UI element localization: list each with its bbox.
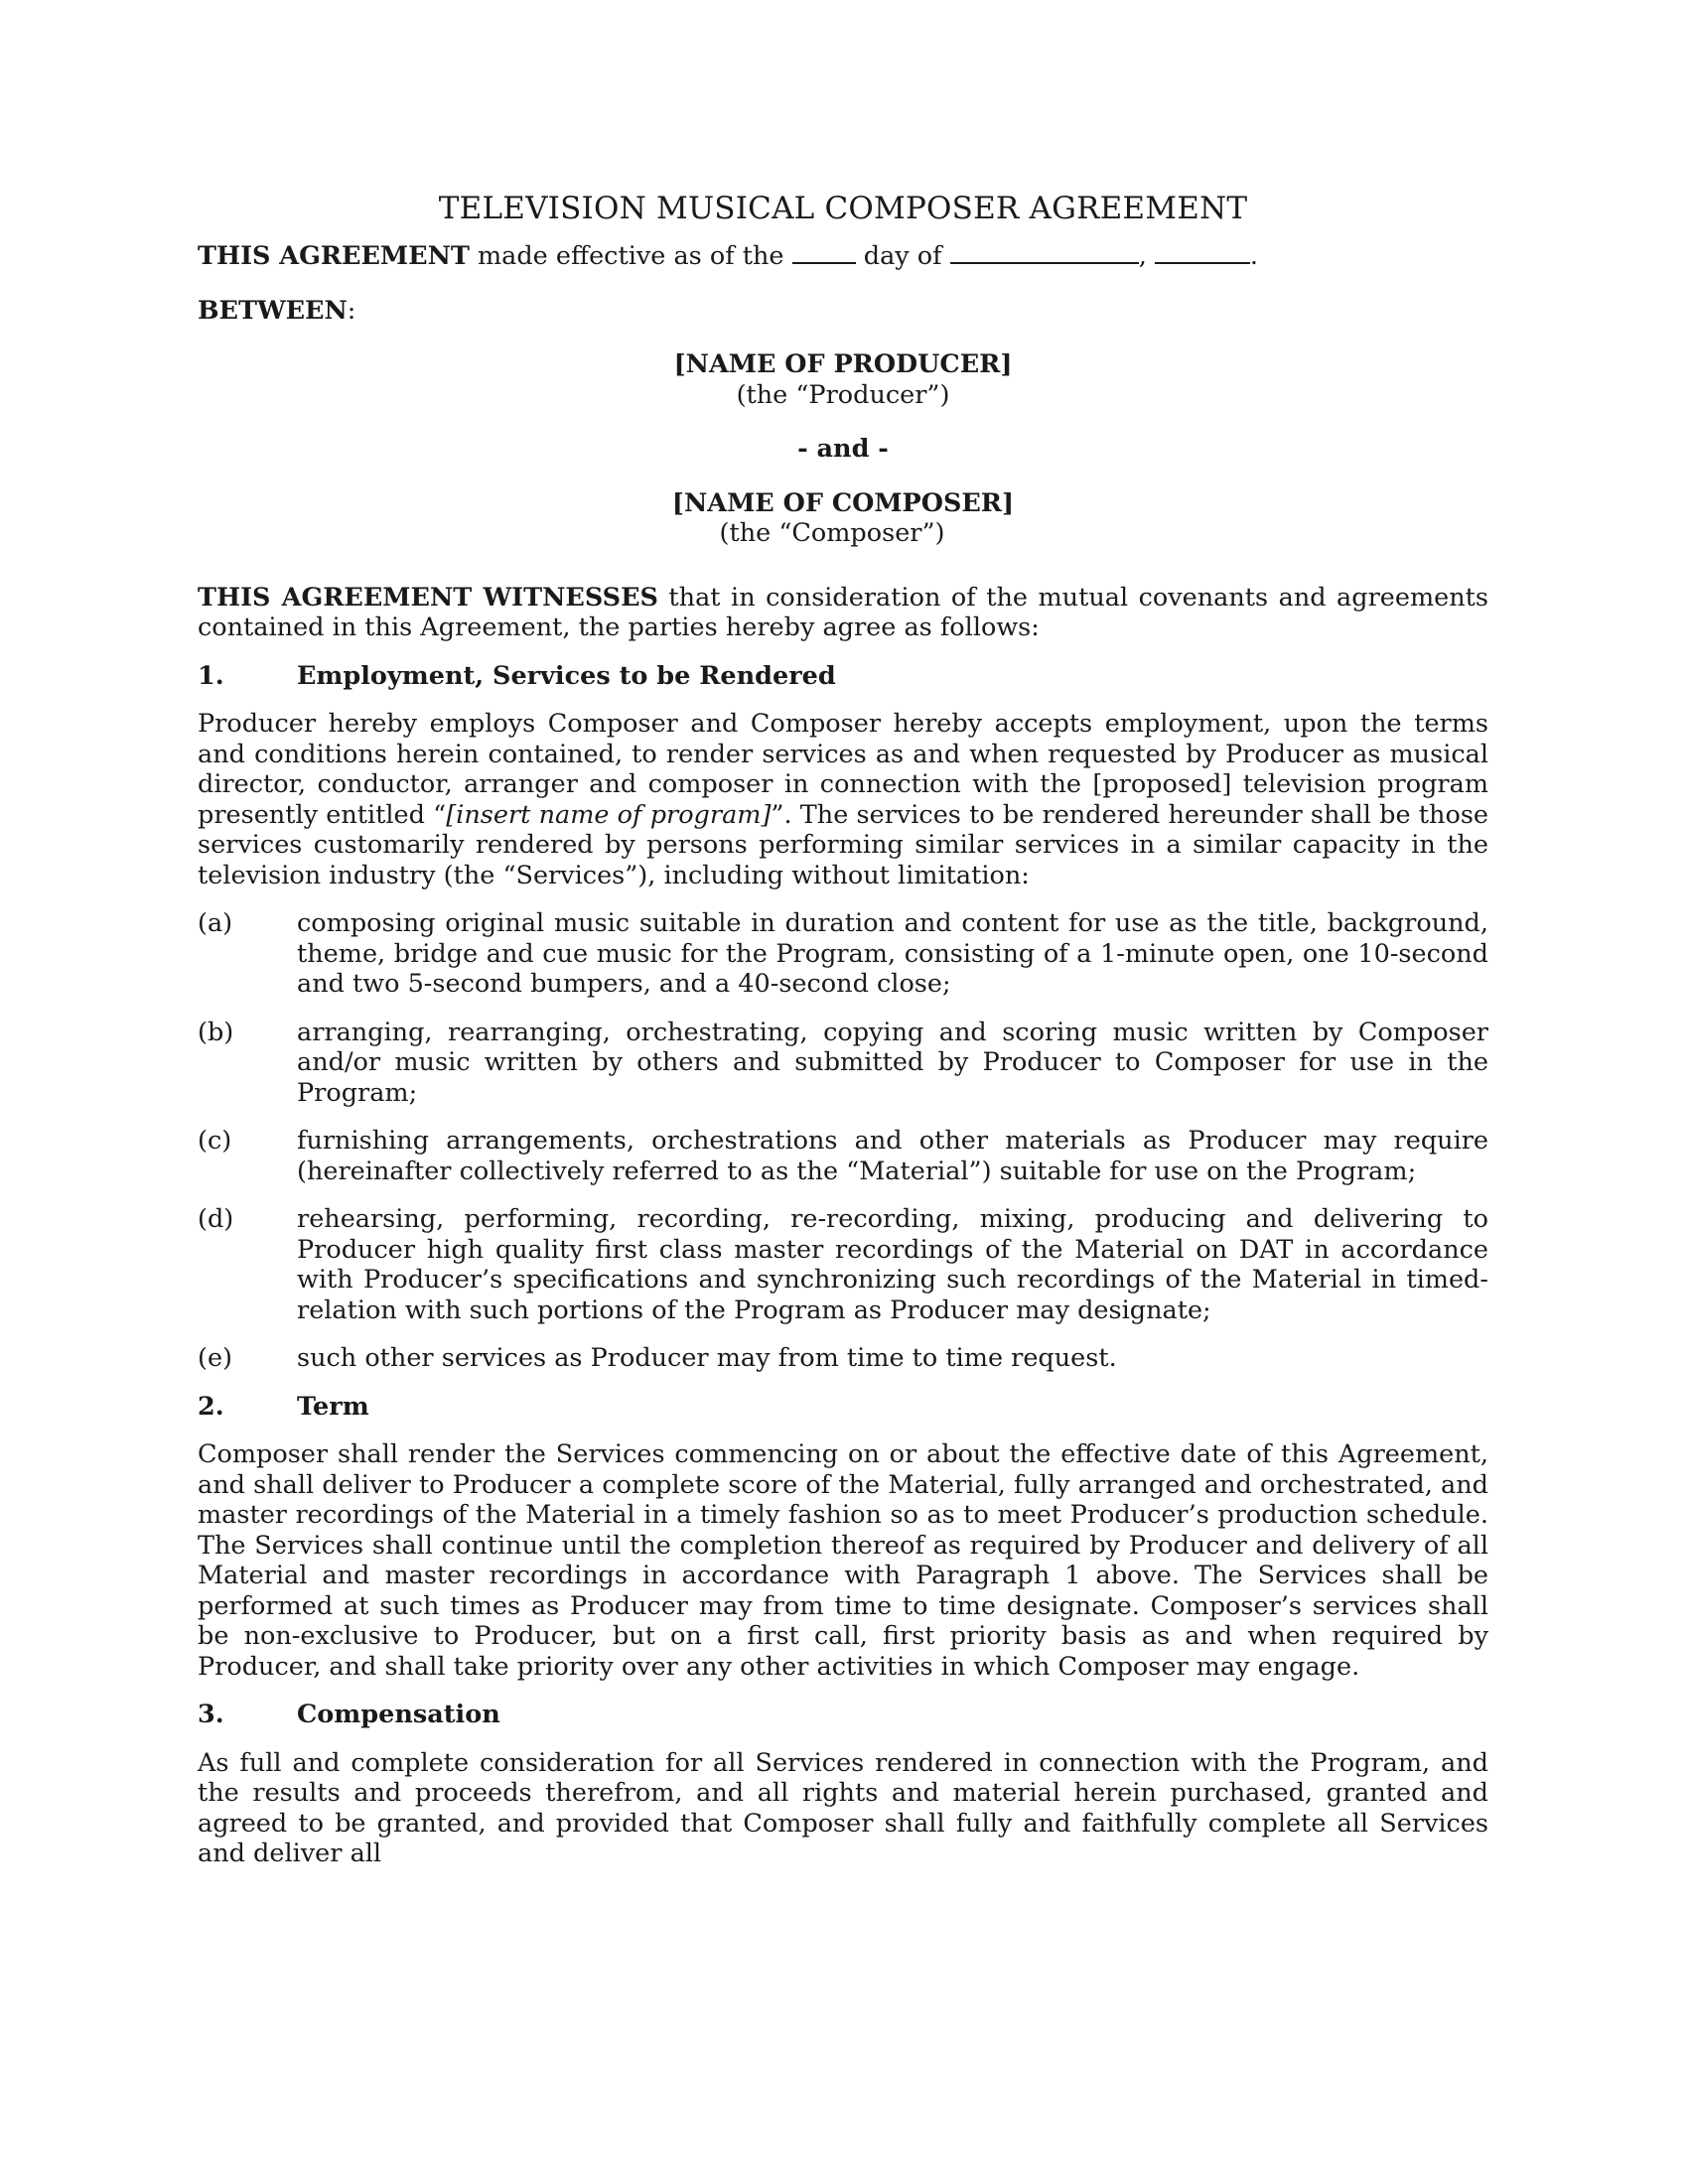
preamble-text-4: . [1249,241,1259,271]
list-item-label: (e) [198,1343,232,1373]
producer-name: [NAME OF PRODUCER] [673,349,1013,379]
month-blank [950,240,1139,264]
list-item-text: such other services as Producer may from time to time request. [297,1343,1117,1373]
preamble-text-2: day of [855,241,950,271]
day-blank [792,240,856,264]
preamble-text-1: made effective as of the [469,241,792,271]
section-2-body: Composer shall render the Services commencing on or about the effective date of this Agreement, and shall deliver to Producer a complete score of the Material, fully arranged and orchestrated, and master recordings of the Material in a timely fashion so as to meet Producer’s production schedule. The Services shall continue until the completion thereof as required by Producer and delivery of all Material and master recordings in accordance with Paragraph 1 above. The Services shall be performed at such times as Producer may from time to time designate. Composer’s services shall be non-exclusive to Producer, but on a first call, first priority basis as and when required by Producer, and shall take priority over any other activities in which Composer may engage. [198,1439,1488,1682]
section-title: Compensation [297,1700,500,1729]
section-title: Term [297,1391,369,1422]
section-number: 1. [198,660,224,691]
list-item-e [198,1343,1488,1374]
list-item-text: arranging, rearranging, orchestrating, copying and scoring music written by Composer and/or music written by others and submitted by Producer to Composer for use in the Program; [297,1017,1488,1108]
list-item-label: (d) [198,1204,234,1234]
preamble-lead: THIS AGREEMENT [198,241,470,271]
list-item-label: (c) [198,1126,232,1156]
producer-block [198,349,1488,410]
document-page [198,189,1488,1887]
list-item-c [198,1126,1488,1186]
year-blank [1155,240,1250,264]
list-item-a [198,908,1488,1000]
and-separator: - and - [797,434,889,464]
section-1-heading [198,661,1488,692]
section-2-heading [198,1392,1488,1423]
list-item-text: furnishing arrangements, orchestrations and other materials as Producer may require (hereinafter collectively referred to as the “Material”) suitable for use on the Program; [297,1126,1488,1186]
preamble-line [198,240,1488,272]
list-item-text: rehearsing, performing, recording, re-recording, mixing, producing and delivering to Producer high quality first class master recordings of the Material on DAT in accordance with Producer’s specifications and synchronizing such recordings of the Material in timed-relation with such portions of the Program as Producer may designate; [297,1204,1488,1325]
section-title: Employment, Services to be Rendered [297,660,836,691]
section-1-body: Producer hereby employs Composer and Composer hereby accepts employment, upon the terms and conditions herein contained, to render services as and when requested by Producer as musical director, conductor, arranger and composer in connection with the [proposed] television program presently entitled “[insert name of program]”. The services to be rendered hereunder shall be those services customarily rendered by persons performing similar services in a similar capacity in the television industry (the “Services”), including without limitation: [198,709,1489,890]
witness-paragraph: THIS AGREEMENT WITNESSES that in consideration of the mutual covenants and agreements contained in this Agreement, the parties hereby agree as follows: [198,582,1488,642]
section-3-heading [198,1700,1488,1730]
between-label: BETWEEN: [198,295,356,326]
witness-lead: THIS AGREEMENT WITNESSES [198,582,658,613]
page-title: TELEVISION MUSICAL COMPOSER AGREEMENT [438,191,1248,226]
section-number: 3. [198,1700,224,1729]
producer-role: (the “Producer”) [736,379,950,410]
section-3-body: As full and complete consideration for all Services rendered in connection with the Program, and the results and proceeds therefrom, and all rights and material herein purchased, granted and agreed to be granted, and provided that Composer shall fully and faithfully complete all Services and deliver all [198,1747,1488,1868]
list-item-d [198,1204,1488,1325]
composer-name: [NAME OF COMPOSER] [671,487,1015,518]
preamble-text-3: , [1138,241,1155,271]
composer-role: (the “Composer”) [719,518,945,548]
section-number: 2. [198,1391,224,1422]
list-item-b [198,1018,1488,1109]
composer-block [198,488,1488,549]
list-item-label: (b) [198,1017,234,1047]
list-item-label: (a) [198,908,233,938]
list-item-text: composing original music suitable in duration and content for use as the title, background, theme, bridge and cue music for the Program, consisting of a 1-minute open, one 10-second and two 5-second bumpers, and a 40-second close; [297,908,1488,999]
program-name-placeholder: [insert name of program] [446,799,772,830]
